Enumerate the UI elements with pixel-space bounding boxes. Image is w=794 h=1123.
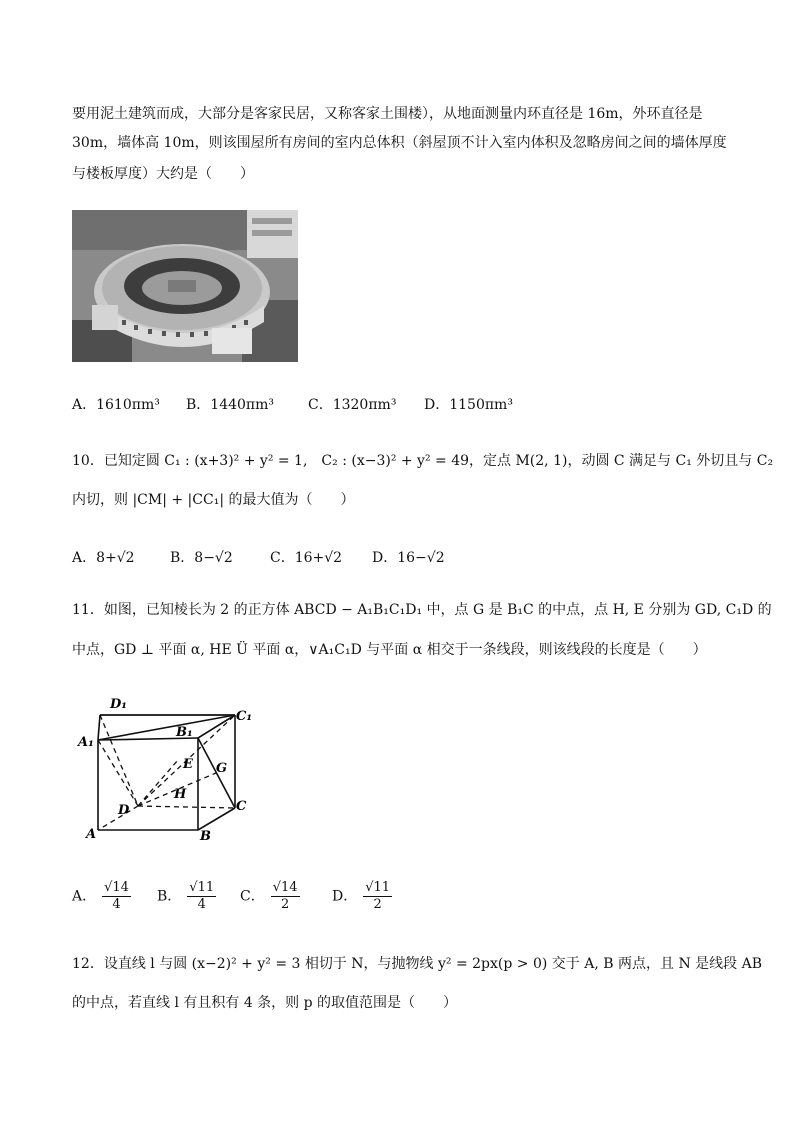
label-D: D [118,803,130,818]
label-D1: D₁ [110,697,127,712]
q11-text-line-1: 11．如图，已知棱长为 2 的正方体 ABCD − A₁B₁C₁D₁ 中，点 G 是 B₁C 的中点，点 H, E 分别为 GD, C₁D 的 [72,602,772,618]
q12-text-line-2: 的中点，若直线 l 有且积有 4 条，则 p 的取值范围是（ ） [72,995,458,1011]
label-A: A [86,827,97,842]
q11-text-line-2: 中点，GD ⊥ 平面 α, HE Ü 平面 α，∨A₁C₁D 与平面 α 相交于一条线段，则该线段的长度是（ ） [72,642,707,658]
q9-text-line-1: 要用泥土建筑而成，大部分是客家民居，又称客家土围楼），从地面测量内环直径是 16m，外环直径是 [72,106,703,122]
q10-text-line-2: 内切，则 |CM| + |CC₁| 的最大值为（ ） [72,492,355,508]
q9-text-line-2: 30m，墙体高 10m，则该围屋所有房间的室内总体积（斜屋顶不计入室内体积及忽略房间之间的墙体厚度 [72,135,727,151]
q9-option-c: C．1320πm³ [308,397,397,413]
q10-text-line-1: 10．已知定圆 C₁ : (x+3)² + y² = 1, C₂ : (x−3)² + y² = 49，定点 M(2, 1)，动圆 C 满足与 C₁ 外切且与 C₂ [72,453,774,469]
q9-option-d: D．1150πm³ [424,397,513,413]
q12-text-line-1: 12．设直线 l 与圆 (x−2)² + y² = 3 相切于 N，与抛物线 y² = 2px(p > 0) 交于 A, B 两点，且 N 是线段 AB [72,956,762,972]
q9-option-a: A．1610πm³ [72,397,160,413]
tulou-photo [72,210,298,362]
label-A1: A₁ [78,735,94,750]
q10-option-d: D．16−√2 [372,550,445,566]
q9-text-line-3: 与楼板厚度）大约是（ ） [72,166,254,182]
q10-option-c: C．16+√2 [270,550,343,566]
q10-option-b: B．8−√2 [170,550,233,566]
q10-option-a: A．8+√2 [72,550,135,566]
q11-option-b: B． $\frac{√11}{4}$ [157,880,215,912]
cube-figure [70,690,270,850]
q11-option-a: A． $\frac{√14}{4}$ [72,880,129,912]
label-B: B [200,829,211,844]
label-C1: C₁ [236,709,253,724]
label-G: G [216,761,228,776]
label-E: E [183,757,193,772]
q9-option-b: B．1440πm³ [186,397,275,413]
q11-option-d: D． $\frac{√11}{2}$ [332,880,391,912]
label-C: C [236,799,247,814]
label-H: H [174,787,187,802]
label-B1: B₁ [176,725,193,740]
q11-option-c: C． $\frac{√14}{2}$ [240,880,298,912]
